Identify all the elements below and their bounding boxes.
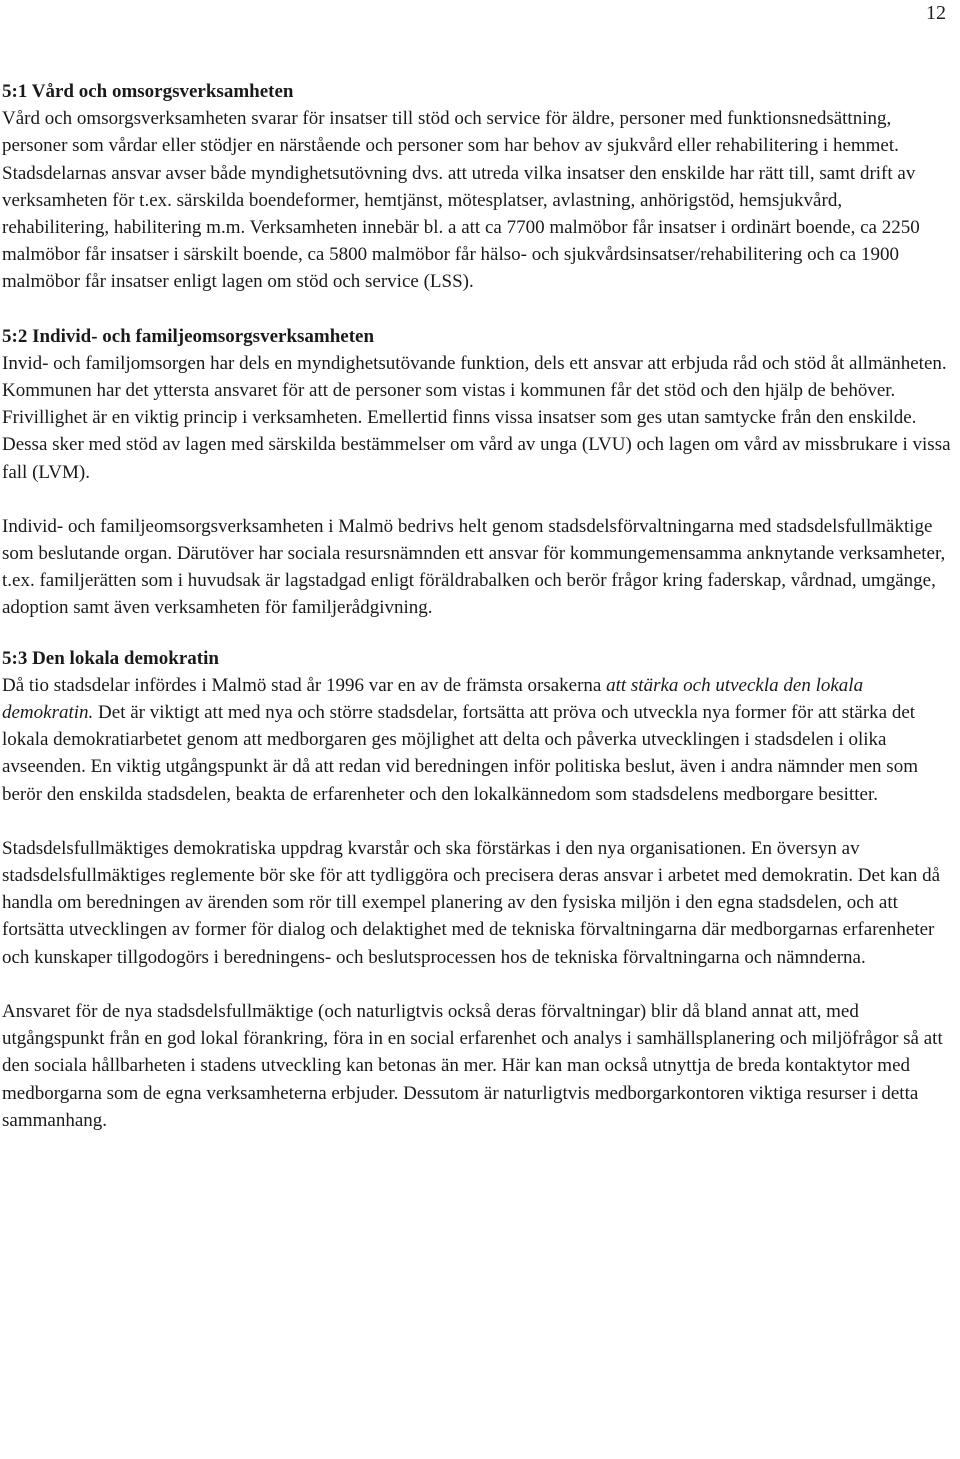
paragraph: Individ- och familjeomsorgsverksamheten i Malmö bedrivs helt genom stadsdelsförvaltningarna med stadsdelsfullmäktige som beslutande organ. Därutöver har sociala resursnämnden ett ansvar för kommungemensamma anknytande verksamheter, t.ex. familjerätten som i huvudsak är lagstadgad enligt föräldrabalken och berör frågor kring faderskap, vårdnad, umgänge, adoption samt även verksamheten för familjerådgivning. [2, 515, 946, 619]
paragraph: Stadsdelsfullmäktiges demokratiska uppdrag kvarstår och ska förstärkas i den nya organisationen. En översyn av stadsdelsfullmäktiges reglemente bör ske för att tydliggöra och precisera deras ansvar i arbetet med demokratin. Det kan då handla om beredningen av ärenden som rör till exempel planering av den fysiska miljön i den egna stadsdelen, och att fortsätta utvecklingen av former för dialog och delaktighet med de tekniska förvaltningarna där medborgarnas erfarenheter och kunskaper tillgodogörs i beredningens- och beslutsprocessen hos de tekniska förvaltningarna och nämnderna. [2, 837, 941, 968]
emphasized-text: att stärka och utveckla den lokala demokratin. [2, 674, 864, 724]
document-body [2, 78, 952, 1134]
paragraph: Vård och omsorgsverksamheten svarar för insatser till stöd och service för äldre, personer med funktionsnedsättning, personer som vårdar eller stödjer en närstående och personer som har behov av sjukvård eller rehabilitering i hemmet. Stadsdelarnas ansvar avser både myndighetsutövning dvs. att utreda vilka insatser den enskilde har rätt till, samt drift av verksamheten för t.ex. särskilda boendeformer, hemtjänst, mötesplatser, avlastning, anhörigstöd, hemsjukvård, rehabilitering, habilitering m.m. Verksamheten innebär bl. a att ca 7700 malmöbor får insatser i ordinärt boende, ca 2250 malmöbor får insatser i särskilt boende, ca 5800 malmöbor får hälso- och sjukvårdsinsatser/rehabilitering och ca 1900 malmöbor får insatser enligt lagen om stöd och service (LSS). [2, 108, 920, 293]
paragraph-text: Då tio stadsdelar infördes i Malmö stad år 1996 var en av de främsta orsakerna [2, 674, 607, 696]
section-heading: 5:2 Individ- och familjeomsorgsverksamheten [2, 325, 375, 347]
page-number: 12 [926, 2, 946, 24]
section-heading: 5:3 Den lokala demokratin [2, 647, 219, 669]
paragraph: Invid- och familjomsorgen har dels en myndighetsutövande funktion, dels ett ansvar att erbjuda råd och stöd åt allmänheten. Kommunen har det yttersta ansvaret för att de personer som vistas i kommunen får det stöd och den hjälp de behöver. Frivillighet är en viktig princip i verksamheten. Emellertid finns vissa insatser som ges utan samtycke från den enskilde. Dessa sker med stöd av lagen med särskilda bestämmelser om vård av unga (LVU) och lagen om vård av missbrukare i vissa fall (LVM). [2, 352, 951, 483]
paragraph [2, 672, 952, 808]
section-5-3 [2, 645, 952, 1134]
section-heading: 5:1 Vård och omsorgsverksamheten [2, 81, 294, 102]
paragraph-text: Det är viktigt att med nya och större stadsdelar, fortsätta att pröva och utveckla nya former för att stärka det lokala demokratiarbetet genom att medborgaren ges möjlighet att delta och påverka utvecklingen i stadsdelen i olika avseenden. En viktig utgångspunkt är då att redan vid beredningen inför politiska beslut, även i andra nämnder men som berör den enskilda stadsdelen, beakta de erfarenheter och den lokalkännedom som stadsdelens medborgare besitter. [2, 702, 918, 805]
paragraph: Ansvaret för de nya stadsdelsfullmäktige (och naturligtvis också deras förvaltningar) blir då bland annat att, med utgångspunkt från en god lokal förankring, föra in en social erfarenhet och analys i samhällsplanering och miljöfrågor så att den sociala hållbarheten i stadens utveckling kan betonas än mer. Här kan man också utnyttja de breda kontaktytor med medborgarna som de egna verksamheterna erbjuder. Dessutom är naturligtvis medborgarkontoren viktiga resurser i detta sammanhang. [2, 1000, 943, 1131]
section-5-2 [2, 323, 952, 622]
section-5-1 [2, 78, 952, 296]
